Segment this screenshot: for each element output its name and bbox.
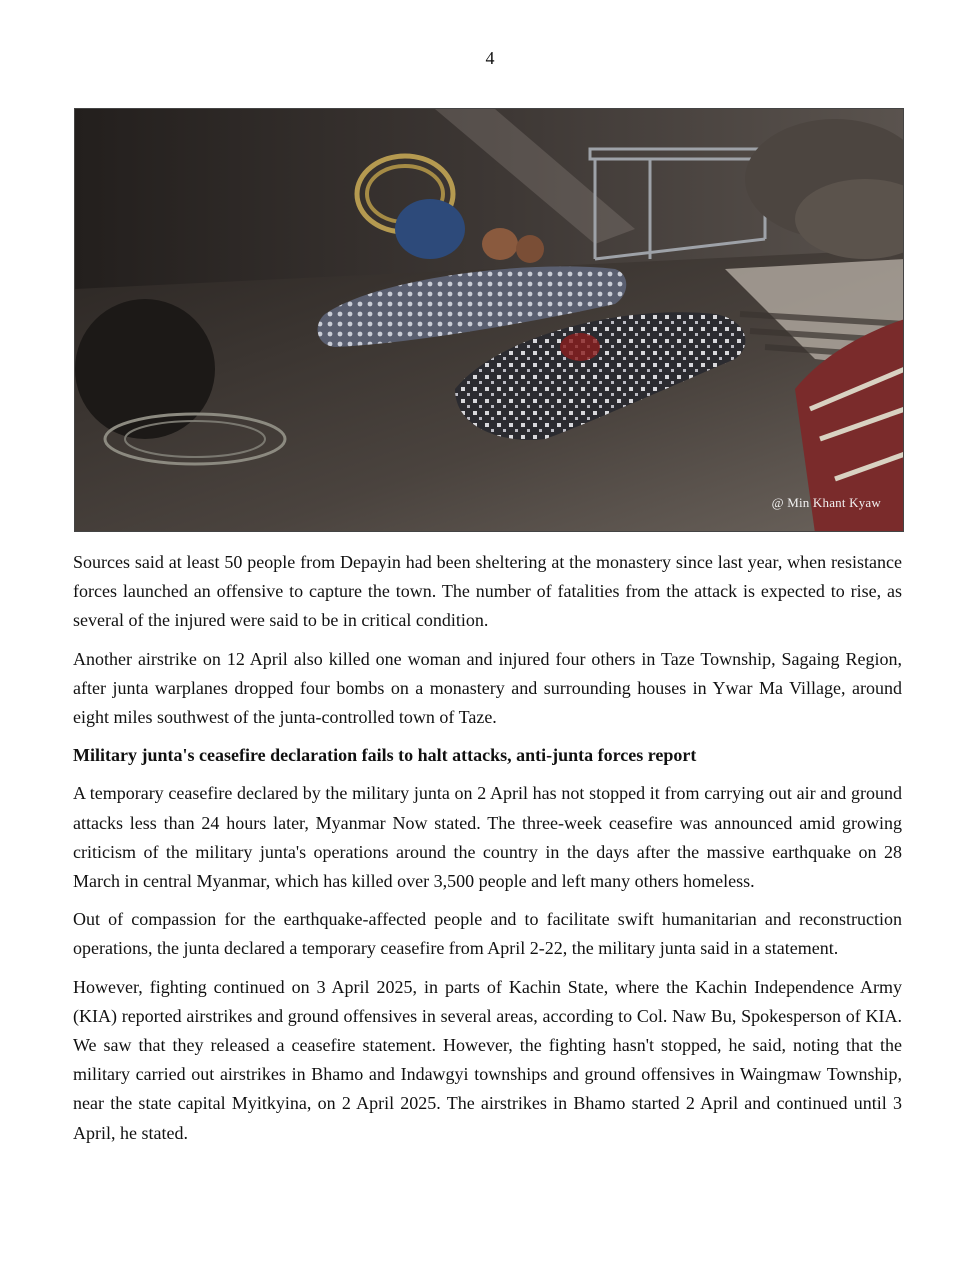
- paragraph: Sources said at least 50 people from Depayin had been sheltering at the monastery since last year, when resistance forces launched an offensive to capture the town. The number of fatalities from the attack is expected to rise, as several of the injured were said to be in critical condition.: [73, 552, 902, 631]
- photo-illustration: [75, 109, 904, 532]
- page-number: 4: [485, 48, 495, 68]
- news-photo: [74, 108, 904, 532]
- paragraph: A temporary ceasefire declared by the military junta on 2 April has not stopped it from carrying out air and ground attacks less than 24 hours later, Myanmar Now stated. The three-week ceasefire was announced amid growing criticism of the military junta's operations around the country in the days after the massive earthquake on 28 March in central Myanmar, which has killed over 3,500 people and left many others homeless.: [73, 783, 902, 892]
- paragraph: Out of compassion for the earthquake-affected people and to facilitate swift humanitarian and reconstruction operations, the junta declared a temporary ceasefire from April 2-22, the military junta said in a statement.: [73, 909, 902, 959]
- section-heading: Military junta's ceasefire declaration fails to halt attacks, anti-junta forces report: [73, 745, 697, 766]
- article-body: [73, 548, 902, 1157]
- paragraph: Another airstrike on 12 April also killed one woman and injured four others in Taze Township, Sagaing Region, after junta warplanes dropped four bombs on a monastery and surrounding houses in Ywar Ma Village, around eight miles southwest of the junta-controlled town of Taze.: [73, 648, 902, 728]
- photo-credit: @ Min Khant Kyaw: [771, 495, 881, 510]
- paragraph: However, fighting continued on 3 April 2025, in parts of Kachin State, where the Kachin Independence Army (KIA) reported airstrikes and ground offensives in several areas, according to Col. Naw Bu, Spokesperson of KIA. We saw that they released a ceasefire statement. However, the fighting hasn't stopped, he said, noting that the military carried out airstrikes in Bhamo and Indawgyi townships and ground offensives in Waingmaw Township, near the state capital Myitkyina, on 2 April 2025. The airstrikes in Bhamo started 2 April and continued until 3 April, he stated.: [73, 976, 902, 1143]
